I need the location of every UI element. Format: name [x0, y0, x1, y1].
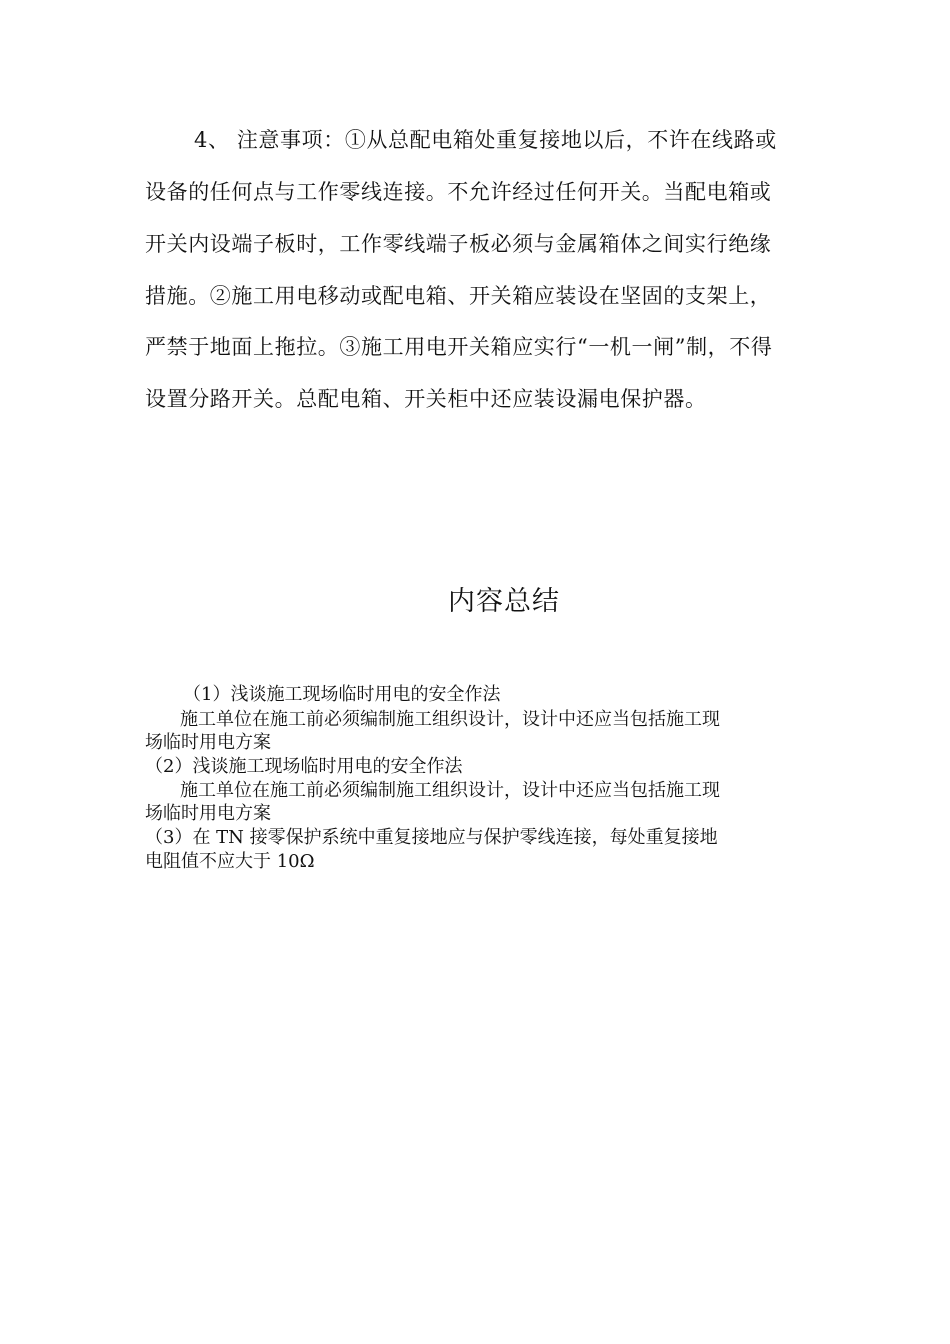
notice-line-2: 设备的任何点与工作零线连接。不允许经过任何开关。当配电箱或: [145, 180, 772, 204]
notice-line-6: 设置分路开关。总配电箱、开关柜中还应装设漏电保护器。: [145, 387, 707, 411]
summary-line-7: （3）在 TN 接零保护系统中重复接地应与保护零线连接，每处重复接地: [145, 827, 718, 848]
notice-line-5: 严禁于地面上拖拉。③施工用电开关箱应实行“一机一闸”制，不得: [145, 335, 773, 359]
summary-line-3: 场临时用电方案: [145, 732, 271, 753]
summary-line-8: 电阻值不应大于 10Ω: [145, 851, 315, 872]
summary-line-2: 施工单位在施工前必须编制施工组织设计，设计中还应当包括施工现: [180, 709, 720, 730]
notice-line-3: 开关内设端子板时，工作零线端子板必须与金属箱体之间实行绝缘: [145, 232, 772, 256]
summary-line-6: 场临时用电方案: [145, 803, 271, 824]
summary-line-1: （1）浅谈施工现场临时用电的安全作法: [183, 684, 501, 705]
notice-line-1: 4、 注意事项：①从总配电箱处重复接地以后，不许在线路或: [194, 128, 777, 152]
notice-line-4: 措施。②施工用电移动或配电箱、开关箱应装设在坚固的支架上，: [145, 284, 772, 308]
summary-title: 内容总结: [448, 586, 560, 617]
summary-line-5: 施工单位在施工前必须编制施工组织设计，设计中还应当包括施工现: [180, 780, 720, 801]
summary-line-4: （2）浅谈施工现场临时用电的安全作法: [145, 756, 463, 777]
